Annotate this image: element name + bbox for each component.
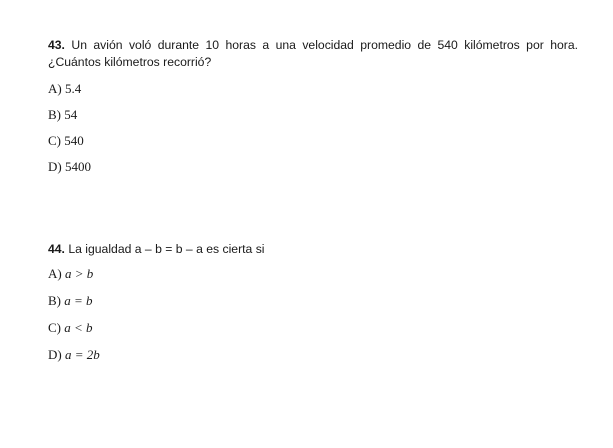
question-stem — [48, 37, 578, 71]
option-letter: D) — [48, 347, 62, 362]
option-a[interactable] — [48, 265, 578, 292]
question-stem — [48, 241, 578, 258]
option-expression: a = b — [64, 293, 93, 308]
option-c[interactable] — [48, 319, 578, 346]
option-letter: B) — [48, 293, 61, 308]
question-43 — [48, 37, 578, 184]
option-d[interactable] — [48, 346, 578, 373]
question-number: 43. — [48, 38, 65, 52]
option-c[interactable]: C) 540 — [48, 133, 84, 148]
question-text: Un avión voló durante 10 horas a una velocidad promedio de 540 kilómetros por hora. ¿Cuántos kilómetros recorrió? — [48, 38, 579, 69]
question-number: 44. — [48, 242, 65, 256]
option-expression: a > b — [64, 266, 94, 281]
option-a[interactable]: A) 5.4 — [48, 81, 82, 96]
question-44 — [48, 241, 578, 373]
option-letter: A) — [48, 266, 62, 281]
option-d[interactable]: D) 5400 — [48, 159, 91, 174]
answer-options — [48, 265, 578, 373]
option-letter: C) — [48, 320, 61, 335]
answer-options — [48, 80, 578, 184]
option-expression: a = 2b — [64, 347, 100, 362]
option-expression: a < b — [64, 320, 93, 335]
option-b[interactable] — [48, 292, 578, 319]
option-b[interactable]: B) 54 — [48, 107, 78, 122]
question-text: La igualdad a – b = b – a es cierta si — [68, 242, 265, 256]
